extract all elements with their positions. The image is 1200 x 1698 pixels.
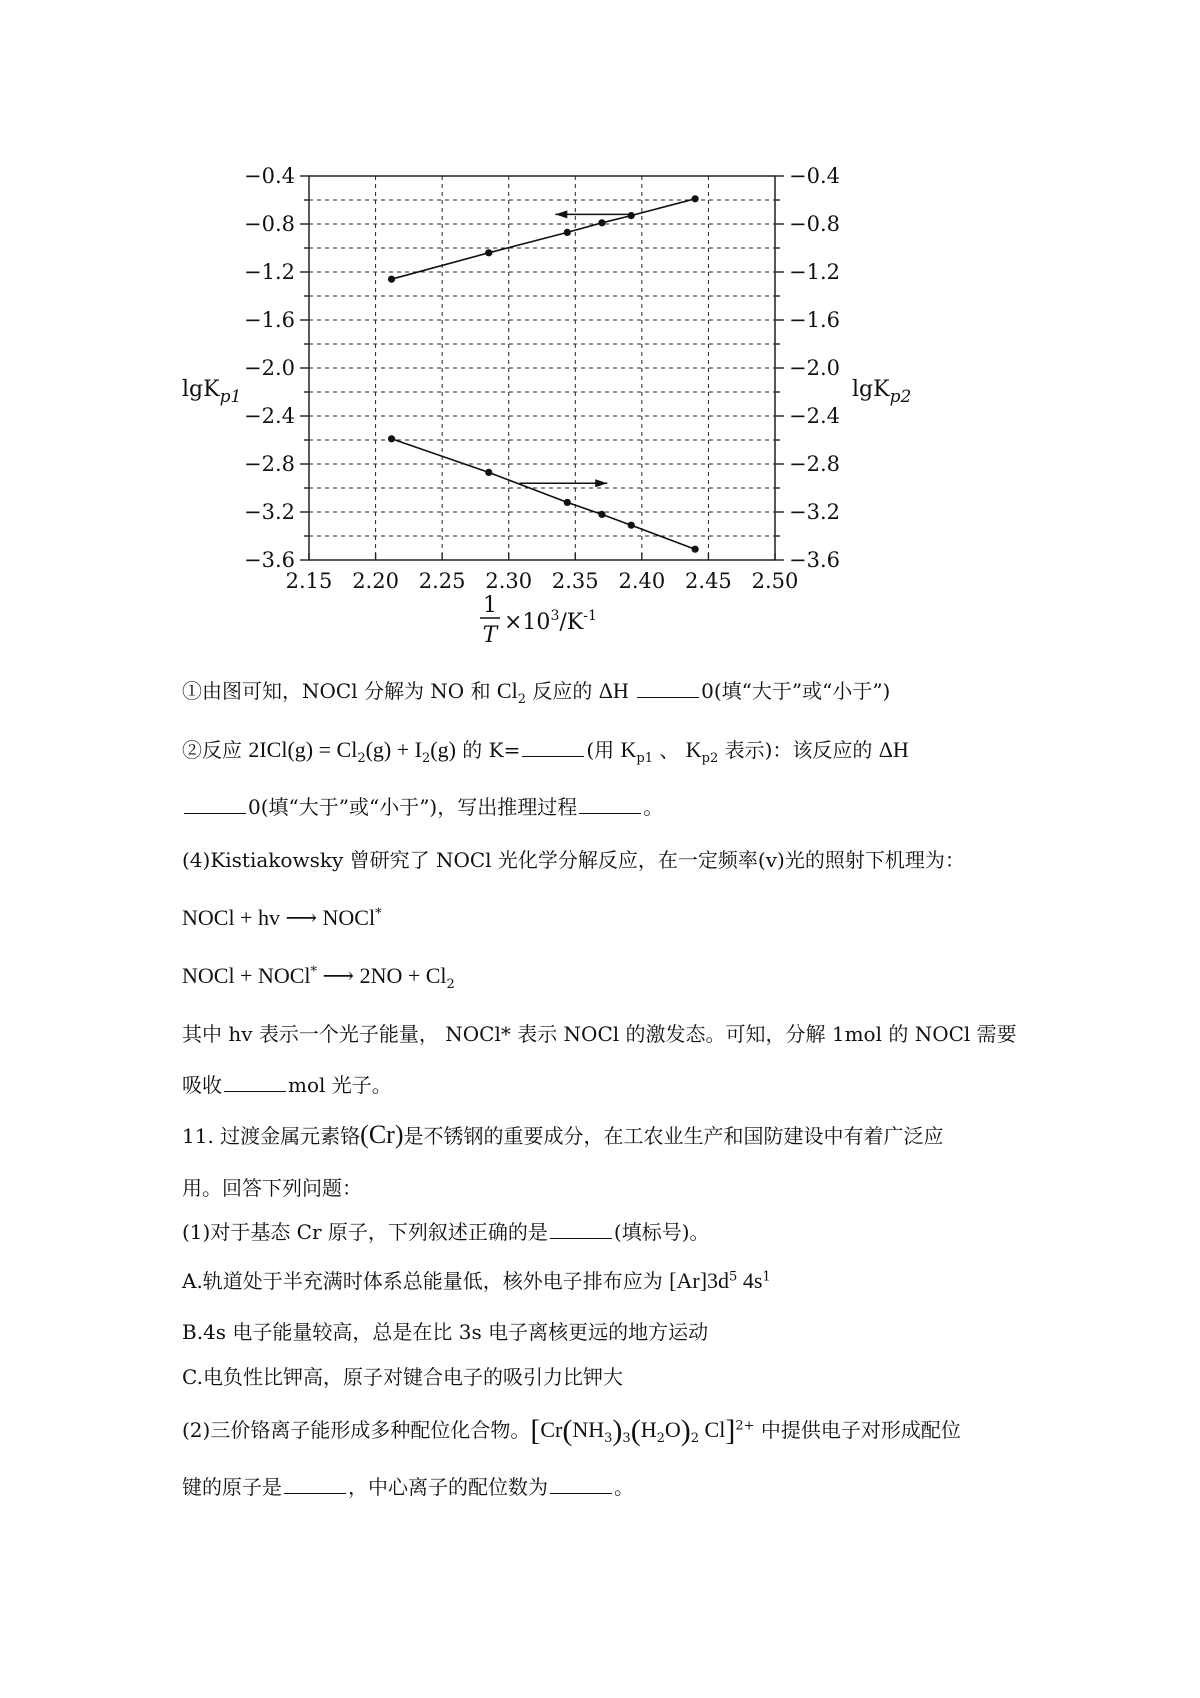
series-2-arrow-head: [595, 479, 607, 487]
q4-intro-line: (4)Kistiakowsky 曾研究了 NOCl 光化学分解反应，在一定频率(v)光的照射下机理为：: [182, 848, 965, 872]
y-left-tick-label: −1.6: [244, 308, 295, 332]
y-right-tick-label: −3.2: [789, 500, 840, 524]
series-2-point: [692, 546, 699, 553]
q3-line: 0(填“大于”或“小于”)，写出推理过程 。: [182, 795, 663, 819]
y-left-tick-label: −2.0: [244, 356, 295, 380]
x-tick-label: 2.40: [618, 569, 666, 593]
option-a: A.轨道处于半充满时体系总能量低，核外电子排布应为 $[Ar]3d^5$ $4s^1$: [182, 1268, 771, 1293]
q4-answer-line: 吸收 mol 光子。: [182, 1073, 392, 1097]
chart-series: [388, 195, 699, 553]
mechanism-step-1: NOCl + hv ⟶ NOCl*: [182, 905, 382, 930]
x-tick-label: 2.15: [285, 569, 333, 593]
x-label-numerator: 1: [483, 593, 497, 618]
y-right-tick-label: −1.2: [789, 260, 840, 284]
answer-blank[interactable]: [637, 679, 699, 698]
mechanism-step-2: NOCl + NOCl* ⟶ $2NO + Cl_2$: [182, 963, 455, 992]
x-axis-label: [480, 593, 597, 648]
series-1-point: [485, 249, 492, 256]
y-right-tick-label: −2.8: [789, 452, 840, 476]
answer-blank[interactable]: [522, 738, 584, 757]
answer-blank[interactable]: [224, 1073, 286, 1092]
x-tick-label: 2.45: [685, 569, 732, 593]
series-1-point: [564, 229, 571, 236]
y-left-tick-label: −1.2: [244, 260, 295, 284]
y-right-tick-label: −2.4: [789, 404, 840, 428]
x-tick-label: 2.35: [551, 569, 599, 593]
y-left-tick-label: −0.8: [244, 212, 295, 236]
option-b: B.4s 电子能量较高，总是在比 3s 电子离核更远的地方运动: [182, 1320, 709, 1344]
y-left-tick-label: −2.4: [244, 404, 295, 428]
x-tick-label: 2.25: [418, 569, 466, 593]
y-right-tick-label: −2.0: [789, 356, 840, 380]
lgkp-vs-inverse-temperature-chart: [0, 0, 1200, 660]
answer-blank[interactable]: [550, 1475, 612, 1494]
y-right-tick-label: −1.6: [789, 308, 840, 332]
q1-line: ①由图可知，NOCl 分解为 NO 和 $Cl_2$ 反应的 ΔH 0(填“大于”或“小于”): [182, 678, 891, 707]
y-right-tick-label: −3.6: [789, 548, 840, 572]
q2-line: ②反应 $2ICl(g) = Cl_2(g) + I_2(g)$ 的 K= (用 $K_{p1}$ 、 $K_{p2}$ 表示)：该反应的 ΔH: [182, 737, 909, 766]
series-2-point: [628, 522, 635, 529]
series-1-point: [692, 195, 699, 202]
y-right-tick-label: −0.4: [789, 164, 840, 188]
y-left-axis-label: lgK$_{p1}$: [182, 377, 242, 407]
x-tick-label: 2.30: [485, 569, 533, 593]
series-1-point: [598, 219, 605, 226]
x-label-tail: $\times 10^3/K^{-1}$: [504, 608, 597, 635]
series-2-point: [564, 499, 571, 506]
p11-q1-line: (1)对于基态 Cr 原子，下列叙述正确的是 (填标号)。: [182, 1220, 710, 1244]
y-right-tick-label: −0.8: [789, 212, 840, 236]
option-c: C.电负性比钾高，原子对键合电子的吸引力比钾大: [182, 1365, 623, 1389]
q4-note-line: 其中 hv 表示一个光子能量， NOCl* 表示 NOCl 的激发态。可知，分解 1mol 的 NOCl 需要: [182, 1022, 1017, 1046]
p11-q2-line: (2)三价铬离子能形成多种配位化合物。[$Cr(NH_3)_3(H_2O)_2$ Cl]$^{2+}$ 中提供电子对形成配位: [182, 1414, 961, 1447]
y-left-tick-label: −3.2: [244, 500, 295, 524]
series-1-point: [628, 212, 635, 219]
y-left-tick-label: −3.6: [244, 548, 295, 572]
y-left-tick-label: −2.8: [244, 452, 295, 476]
answer-blank[interactable]: [579, 795, 641, 814]
series-1-arrow-head: [555, 210, 567, 218]
answer-blank[interactable]: [284, 1475, 346, 1494]
series-2-point: [388, 435, 395, 442]
series-2-point: [598, 511, 605, 518]
y-left-tick-label: −0.4: [244, 164, 295, 188]
x-tick-label: 2.20: [352, 569, 399, 593]
y-right-axis-label: lgK$_{p2}$: [852, 377, 912, 407]
p11-title-line: 11. 过渡金属元素铬(Cr)是不锈钢的重要成分，在工农业生产和国防建设中有着广泛应: [182, 1120, 944, 1149]
answer-blank[interactable]: [184, 795, 246, 814]
series-1-point: [388, 276, 395, 283]
chart-grid: [309, 176, 775, 560]
series-2-point: [485, 469, 492, 476]
p11-title-line-2: 用。回答下列问题：: [182, 1176, 362, 1200]
x-tick-label: 2.50: [751, 569, 799, 593]
series-1-line: [392, 199, 696, 279]
p11-q2-line-2: 键的原子是 ，中心离子的配位数为 。: [182, 1475, 634, 1499]
answer-blank[interactable]: [550, 1220, 612, 1239]
series-2-line: [392, 439, 696, 549]
chart-ticks: [244, 164, 840, 593]
x-label-denominator: T: [482, 623, 498, 648]
